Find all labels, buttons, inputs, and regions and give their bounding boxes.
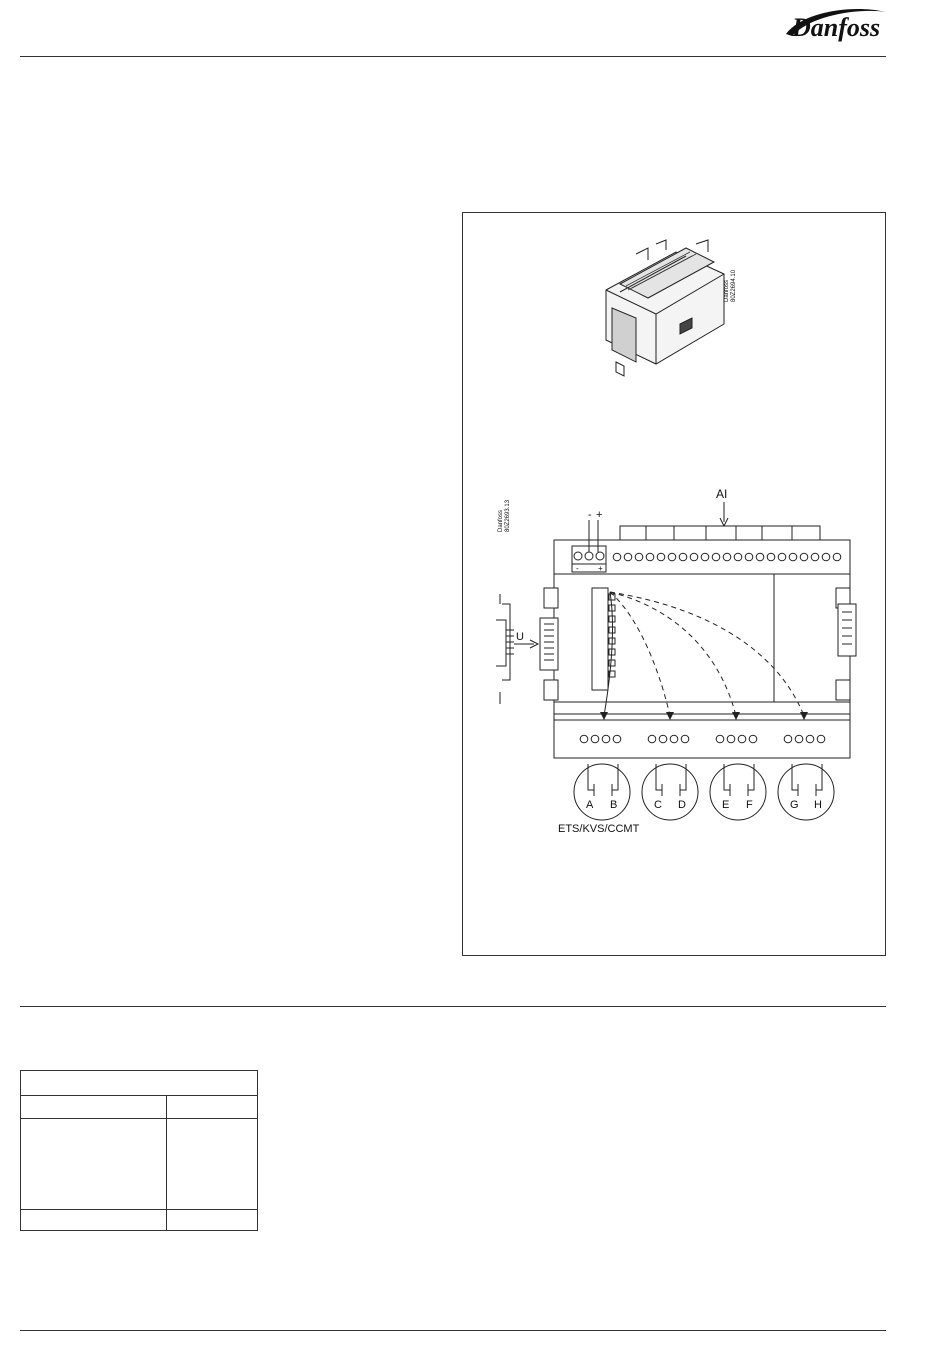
valve-type-label: ETS/KVS/CCMT xyxy=(558,823,640,835)
logo-text: Danfoss xyxy=(792,13,881,42)
spec-table xyxy=(20,1070,258,1231)
danfoss-logo xyxy=(782,4,890,44)
valve-label-a: A xyxy=(586,799,594,811)
u-label: U xyxy=(516,631,524,643)
photo-code: 80Z2694.10 xyxy=(731,269,737,302)
header-rule xyxy=(20,56,886,57)
wiring-diagram xyxy=(492,480,862,840)
valve-label-f: F xyxy=(746,799,753,811)
table-column-rule xyxy=(166,1095,167,1230)
diagram-code-brand: Danfoss xyxy=(498,509,504,532)
section-rule xyxy=(20,1006,886,1007)
valve-label-h: H xyxy=(814,799,822,811)
terminal-minus: - xyxy=(576,564,579,573)
diagram-code: 80Z2693.13 xyxy=(505,499,511,532)
terminal-plus: + xyxy=(598,564,603,573)
label-minus: - xyxy=(588,509,592,521)
valve-label-g: G xyxy=(790,799,799,811)
valve-label-e: E xyxy=(722,799,730,811)
table-rule xyxy=(21,1209,257,1210)
valve-label-d: D xyxy=(678,799,686,811)
table-rule xyxy=(21,1118,257,1119)
controller-illustration xyxy=(596,232,746,382)
valve-label-c: C xyxy=(654,799,662,811)
valve-label-b: B xyxy=(610,799,618,811)
photo-code-brand: Danfoss xyxy=(724,279,730,302)
label-plus: + xyxy=(596,509,603,521)
footer-rule xyxy=(20,1330,886,1331)
table-rule xyxy=(21,1095,257,1096)
ai-label: AI xyxy=(716,487,728,501)
